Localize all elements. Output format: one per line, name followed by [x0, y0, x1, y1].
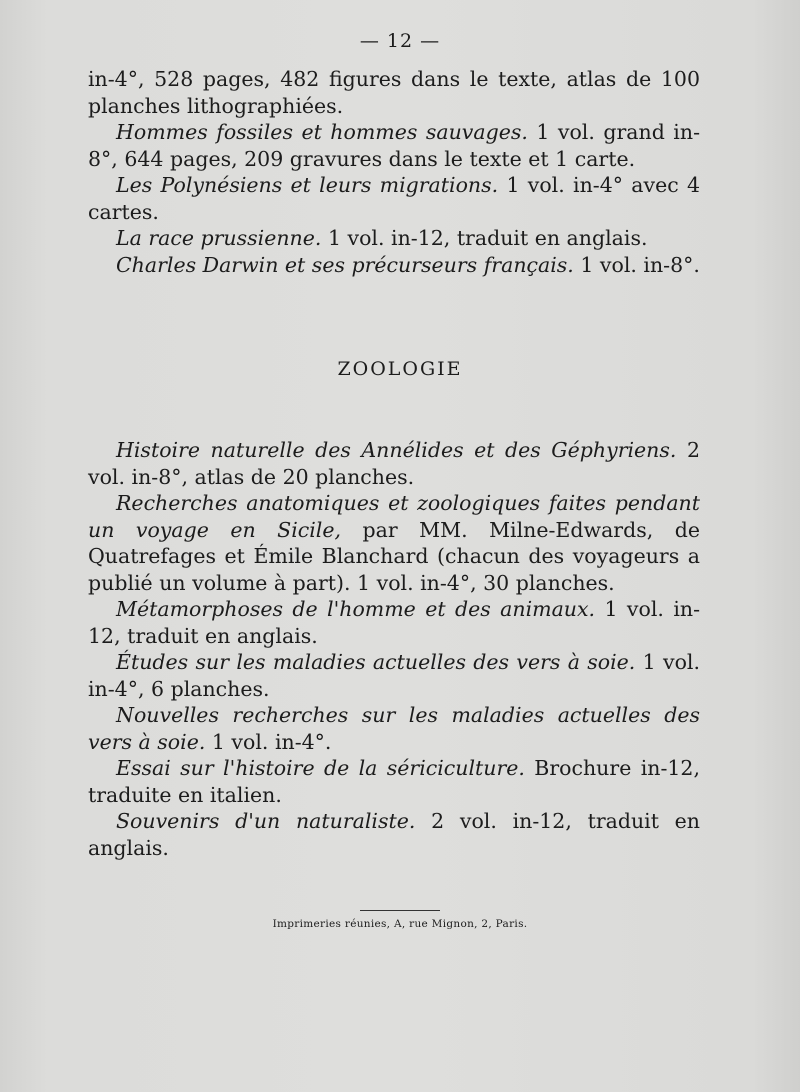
divider: [360, 910, 440, 911]
list-item: [88, 119, 700, 172]
list-item: [88, 172, 700, 225]
entry-title: Recherches anatomiques et zoologiques faites pendant un voyage en Sicile,: [88, 491, 700, 542]
entry-details: Brochure in-12, traduite en italien.: [88, 756, 700, 807]
section-title: ZOOLOGIE: [337, 358, 463, 380]
entry-details: 1 vol. in-4° avec 4 cartes.: [88, 173, 701, 224]
entry-details: par MM. Milne-Edwards, de Quatrefages et Émile Blanchard (chacun des voyageurs a publié un volume à part). 1 vol. in-4°, 30 planches.: [88, 517, 700, 595]
list-item: [88, 808, 700, 861]
list-item: [88, 702, 700, 755]
page-number: — 12 —: [359, 30, 441, 52]
entry-title: Les Polynésiens et leurs migrations.: [116, 173, 499, 197]
entry-title: Essai sur l'histoire de la sériciculture.: [116, 756, 525, 780]
entry-title: Nouvelles recherches sur les maladies actuelles des vers à soie.: [88, 703, 700, 754]
bibliography-list-top: [88, 66, 700, 278]
entry-title: Charles Darwin et ses précurseurs français.: [116, 252, 574, 277]
entry-title: Métamorphoses de l'homme et des animaux.: [116, 597, 596, 621]
entry-details: 1 vol. in-12, traduit en anglais.: [88, 597, 701, 648]
entry-details: in-4°, 528 pages, 482 figures dans le texte, atlas de 100 planches lithographiées.: [88, 67, 700, 118]
entry-details: 1 vol. in-4°, 6 planches.: [88, 650, 700, 701]
entry-title: Histoire naturelle des Annélides et des Géphyriens.: [116, 438, 677, 462]
entry-title: Souvenirs d'un naturaliste.: [116, 809, 416, 833]
list-item: [88, 596, 700, 649]
entry-details: 1 vol. in-8°.: [573, 252, 700, 277]
list-item: [88, 252, 700, 279]
entry-title: La race prussienne.: [116, 226, 322, 250]
entry-title: Hommes fossiles et hommes sauvages.: [116, 120, 528, 144]
list-item: [88, 649, 700, 702]
entry-details: 1 vol. in-12, traduit en anglais.: [321, 226, 648, 250]
entry-details: 2 vol. in-8°, atlas de 20 planches.: [88, 438, 700, 489]
entry-details: 1 vol. in-4°.: [205, 729, 332, 754]
list-item: [88, 490, 700, 596]
list-item: [88, 66, 700, 119]
printer-imprint: Imprimeries réunies, A, rue Mignon, 2, Paris.: [272, 918, 528, 930]
bibliography-list-zoology: [88, 437, 700, 861]
entry-title: Études sur les maladies actuelles des vers à soie.: [116, 650, 636, 674]
entry-details: 2 vol. in-12, traduit en anglais.: [88, 809, 701, 860]
list-item: [88, 225, 700, 252]
list-item: [88, 437, 700, 490]
entry-details: 1 vol. grand in-8°, 644 pages, 209 gravures dans le texte et 1 carte.: [88, 120, 700, 171]
list-item: [88, 755, 700, 808]
